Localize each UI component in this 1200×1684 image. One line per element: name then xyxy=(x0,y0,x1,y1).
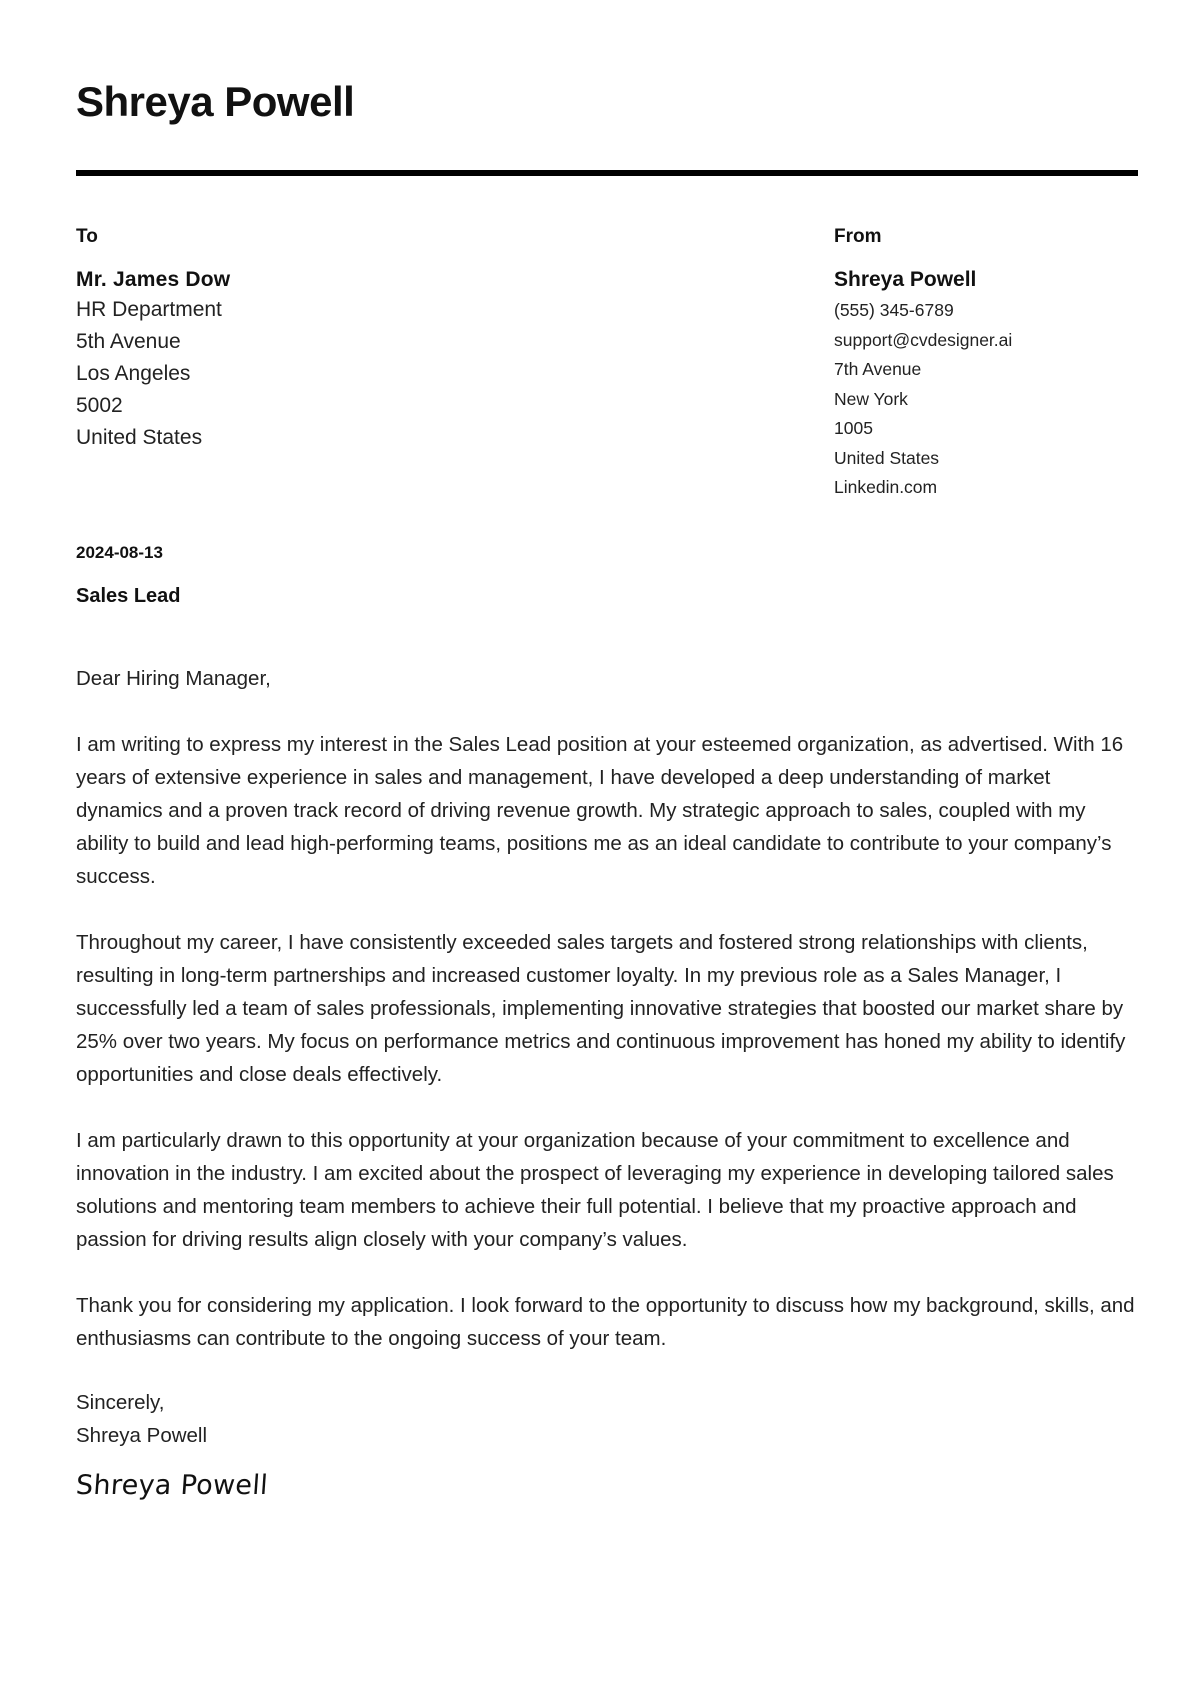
sender-linkedin: Linkedin.com xyxy=(834,477,938,497)
sender-city: New York xyxy=(834,388,908,409)
recipient-heading: To xyxy=(76,226,98,247)
closing-block xyxy=(76,1386,207,1452)
closing-name: Shreya Powell xyxy=(76,1424,208,1447)
recipient-country: United States xyxy=(76,426,203,449)
signature: Shreya Powell xyxy=(74,1470,270,1501)
closing-phrase: Sincerely, xyxy=(76,1391,165,1414)
sender-street: 7th Avenue xyxy=(834,359,922,379)
sender-phone: (555) 345-6789 xyxy=(834,300,954,320)
sender-country: United States xyxy=(834,447,940,468)
salutation: Dear Hiring Manager, xyxy=(76,667,271,690)
sender-name: Shreya Powell xyxy=(834,268,977,291)
header-divider xyxy=(76,170,1138,176)
sender-block xyxy=(834,226,1138,503)
body-paragraph-3: I am particularly drawn to this opportunity at your organization because of your commitment to excellence and innovation in the industry. I am excited about the prospect of leveraging my experience in developing tailored sales solutions and mentoring team members to achieve their full potential. I believe that my proactive approach and passion for driving results align closely with your company’s values. xyxy=(76,1129,1114,1251)
sender-heading: From xyxy=(834,226,882,247)
recipient-name: Mr. James Dow xyxy=(76,268,231,291)
letter-body xyxy=(76,662,1138,1388)
recipient-block xyxy=(76,226,676,454)
applicant-name-heading: Shreya Powell xyxy=(76,78,355,125)
body-paragraph-2: Throughout my career, I have consistently exceeded sales targets and fostered strong relationships with clients, resulting in long-term partnerships and increased customer loyalty. In my previous role as a Sales Manager, I successfully led a team of sales professionals, implementing innovative strategies that boosted our market share by 25% over two years. My focus on performance metrics and continuous improvement has honed my ability to identify opportunities and close deals effectively. xyxy=(76,931,1126,1086)
recipient-department: HR Department xyxy=(76,298,222,321)
sender-postcode: 1005 xyxy=(834,418,873,438)
sender-email: support@cvdesigner.ai xyxy=(834,329,1013,350)
body-paragraph-1: I am writing to express my interest in the Sales Lead position at your esteemed organization, as advertised. With 16 years of extensive experience in sales and management, I have developed a deep understanding of market dynamics and a proven track record of driving revenue growth. My strategic approach to sales, coupled with my ability to build and lead high-performing teams, positions me as an ideal candidate to contribute to your company’s success. xyxy=(76,733,1124,888)
position-title: Sales Lead xyxy=(76,585,181,607)
recipient-city: Los Angeles xyxy=(76,362,191,385)
body-paragraph-4: Thank you for considering my application. I look forward to the opportunity to discuss how my background, skills, and enthusiasms can contribute to the ongoing success of your team. xyxy=(76,1294,1135,1350)
recipient-postcode: 5002 xyxy=(76,394,123,417)
letter-date: 2024-08-13 xyxy=(76,543,163,562)
recipient-street: 5th Avenue xyxy=(76,330,181,353)
